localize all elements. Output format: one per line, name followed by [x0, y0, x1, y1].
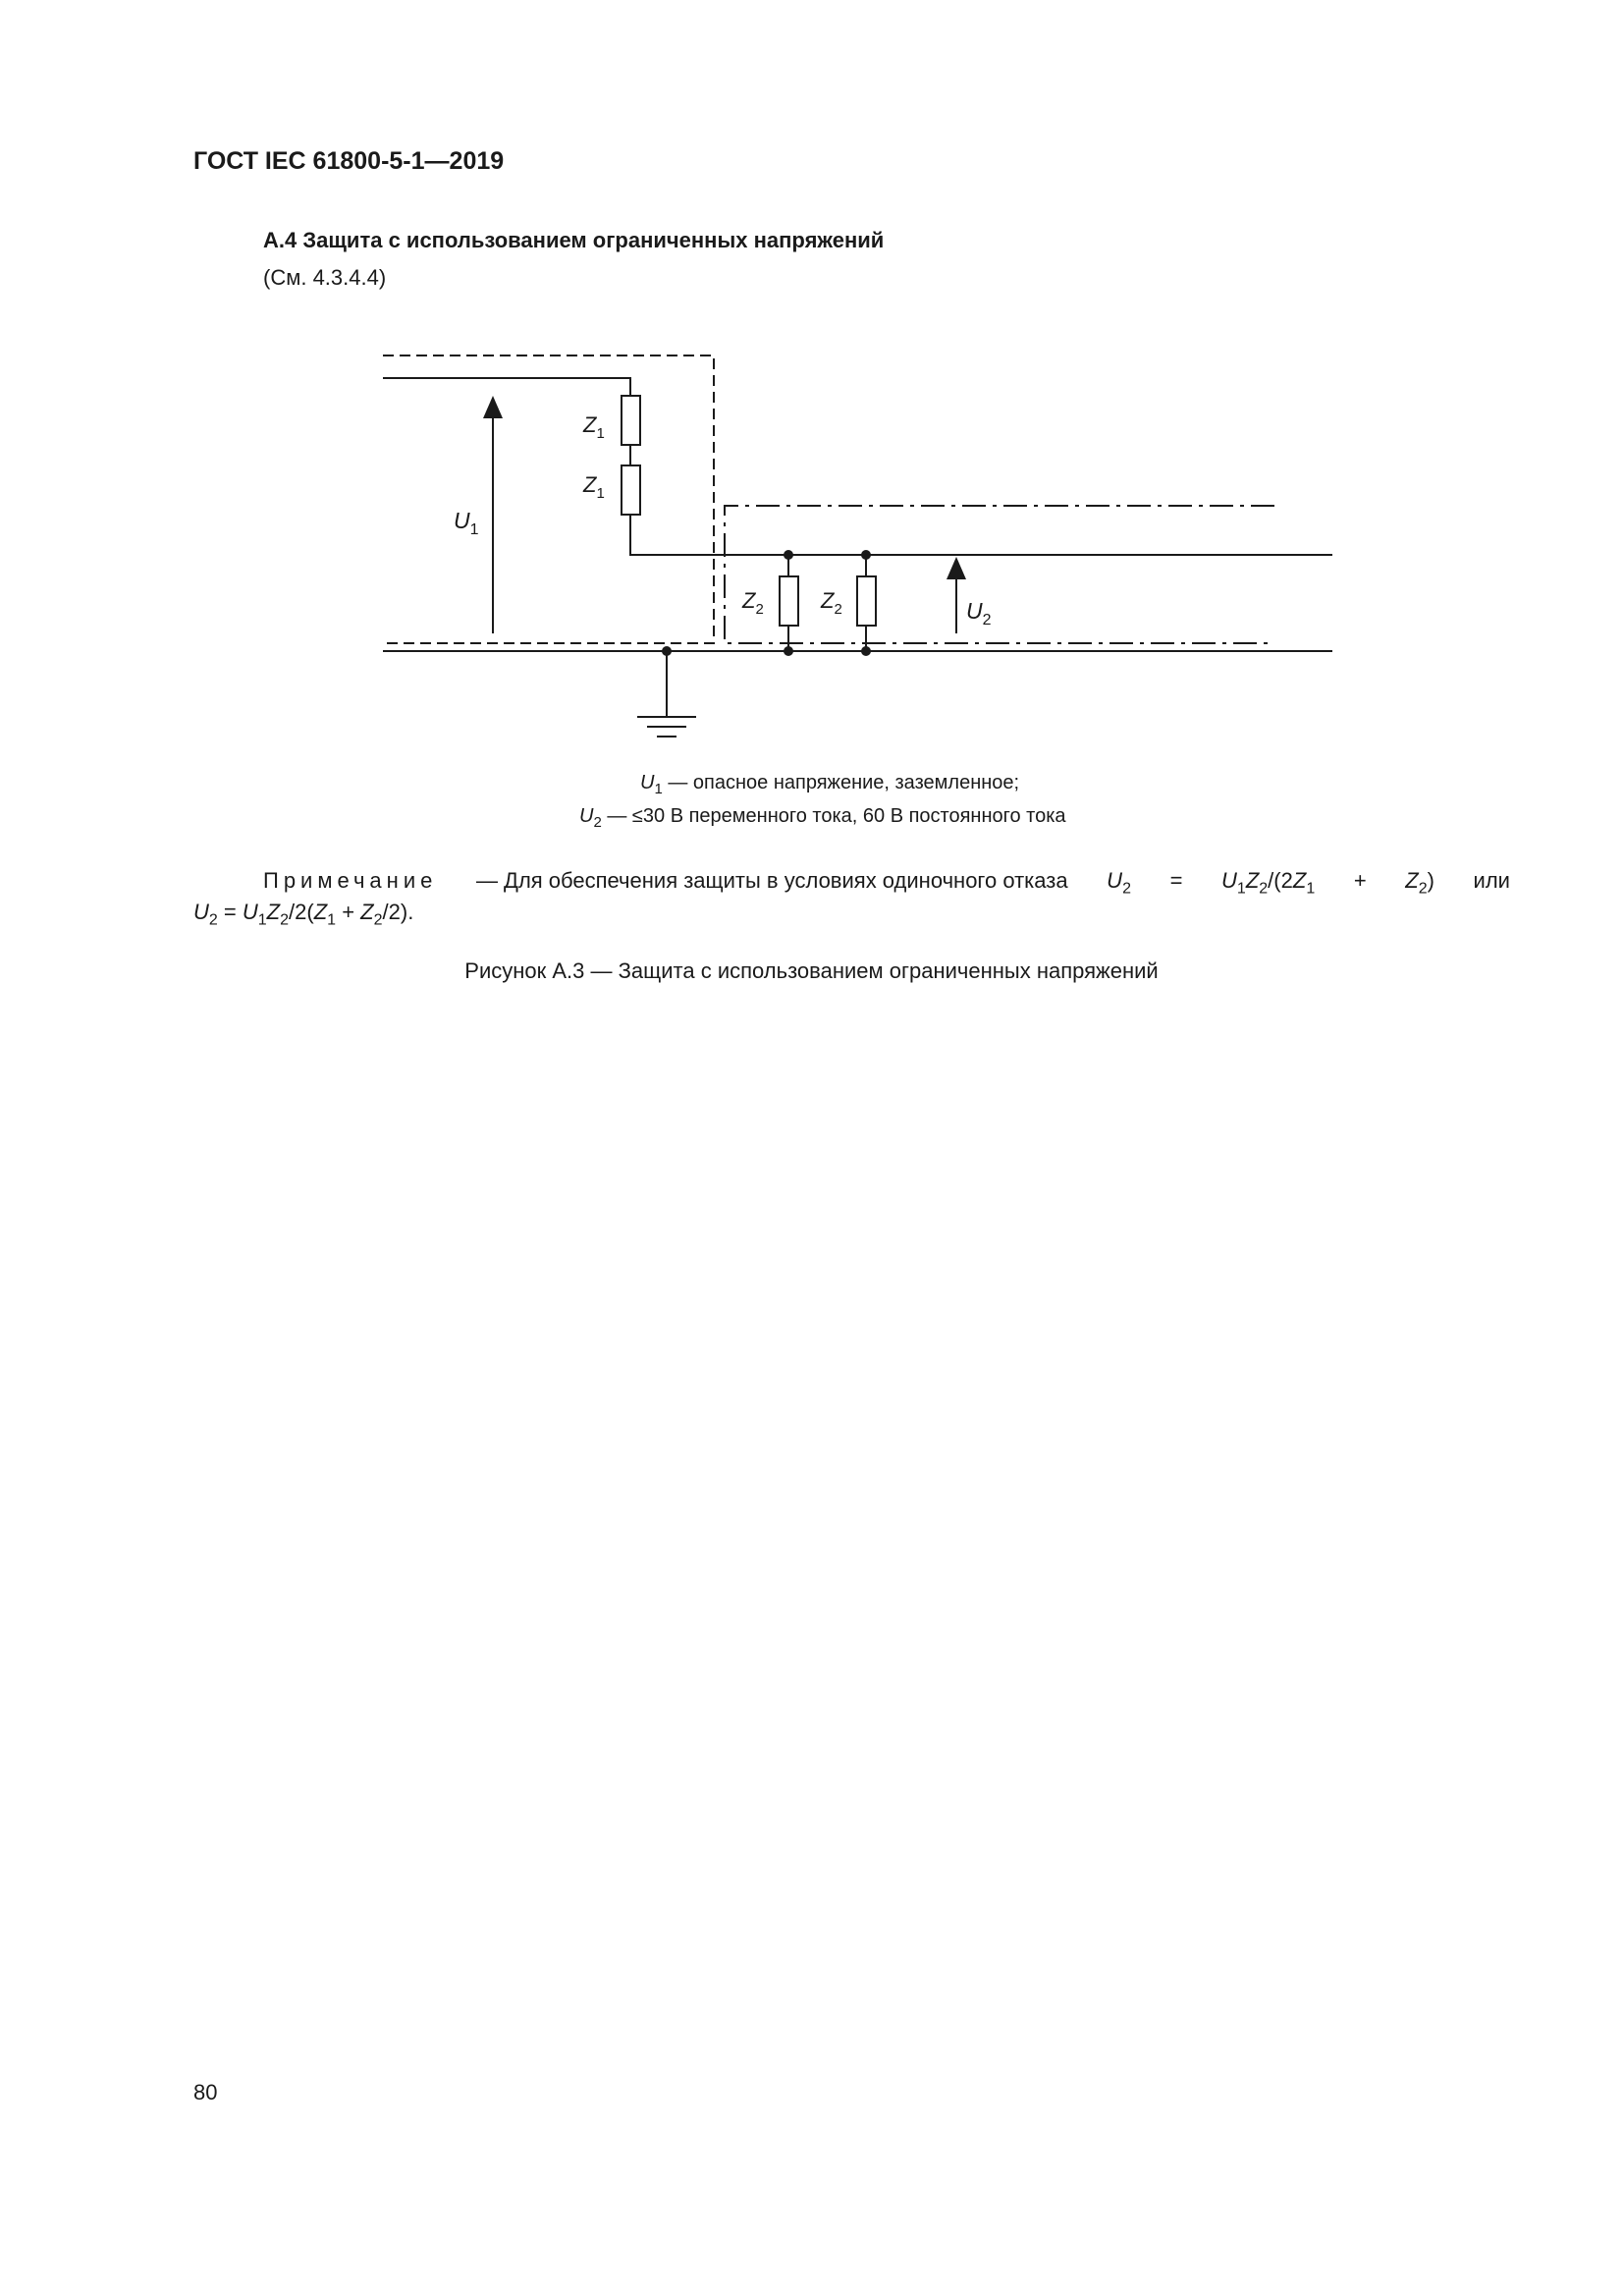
note-line-2: $U_2 = U_1Z_2/2(Z_1 + Z_2/2)$. [193, 900, 414, 929]
z2-left-resistor [780, 576, 798, 626]
selv-boundary-dashdot [725, 506, 1274, 643]
junction-dot [784, 646, 793, 656]
u1-label: $U_1$ [454, 508, 479, 538]
z1-bottom-label: $Z_1$ [583, 472, 605, 502]
u2-label: $U_2$ [966, 598, 992, 629]
u1-arrow-head [483, 396, 503, 418]
z1-top-label: $Z_1$ [583, 412, 605, 442]
junction-dot [784, 550, 793, 560]
junction-dot [861, 550, 871, 560]
u2-arrow-head [947, 557, 966, 579]
section-reference: (См. 4.3.4.4) [263, 265, 387, 290]
z1-top-resistor [622, 396, 640, 445]
z1-bottom-resistor [622, 465, 640, 515]
figure-caption: Рисунок А.3 — Защита с использованием ограниченных напряжений [464, 958, 1159, 983]
page-number: 80 [193, 2080, 218, 2105]
hazard-boundary-dashed [383, 355, 714, 643]
top-conductor-left [383, 378, 630, 396]
divider-tap-conductor [630, 515, 1332, 555]
legend-u2: $U_2$ — ≤30 В переменного тока, 60 В постоянного тока [579, 805, 1066, 831]
junction-dot [662, 646, 672, 656]
note-label: Примечание [263, 868, 438, 893]
legend-u1: $U_1$ — опасное напряжение, заземленное; [640, 772, 1020, 797]
circuit-diagram [0, 0, 1623, 786]
z2-left-label: $Z_2$ [742, 588, 764, 618]
z2-right-label: $Z_2$ [821, 588, 842, 618]
z2-right-resistor [857, 576, 876, 626]
document-header: ГОСТ IEC 61800-5-1—2019 [193, 147, 505, 175]
junction-dot [861, 646, 871, 656]
note-line-1: Примечание — Для обеспечения защиты в условиях одиночного отказа $U_2$ = $U_1Z_2/(2Z_1$ + $Z_2$) или [263, 868, 1510, 898]
section-heading: А.4 Защита с использованием ограниченных напряжений [263, 228, 885, 252]
